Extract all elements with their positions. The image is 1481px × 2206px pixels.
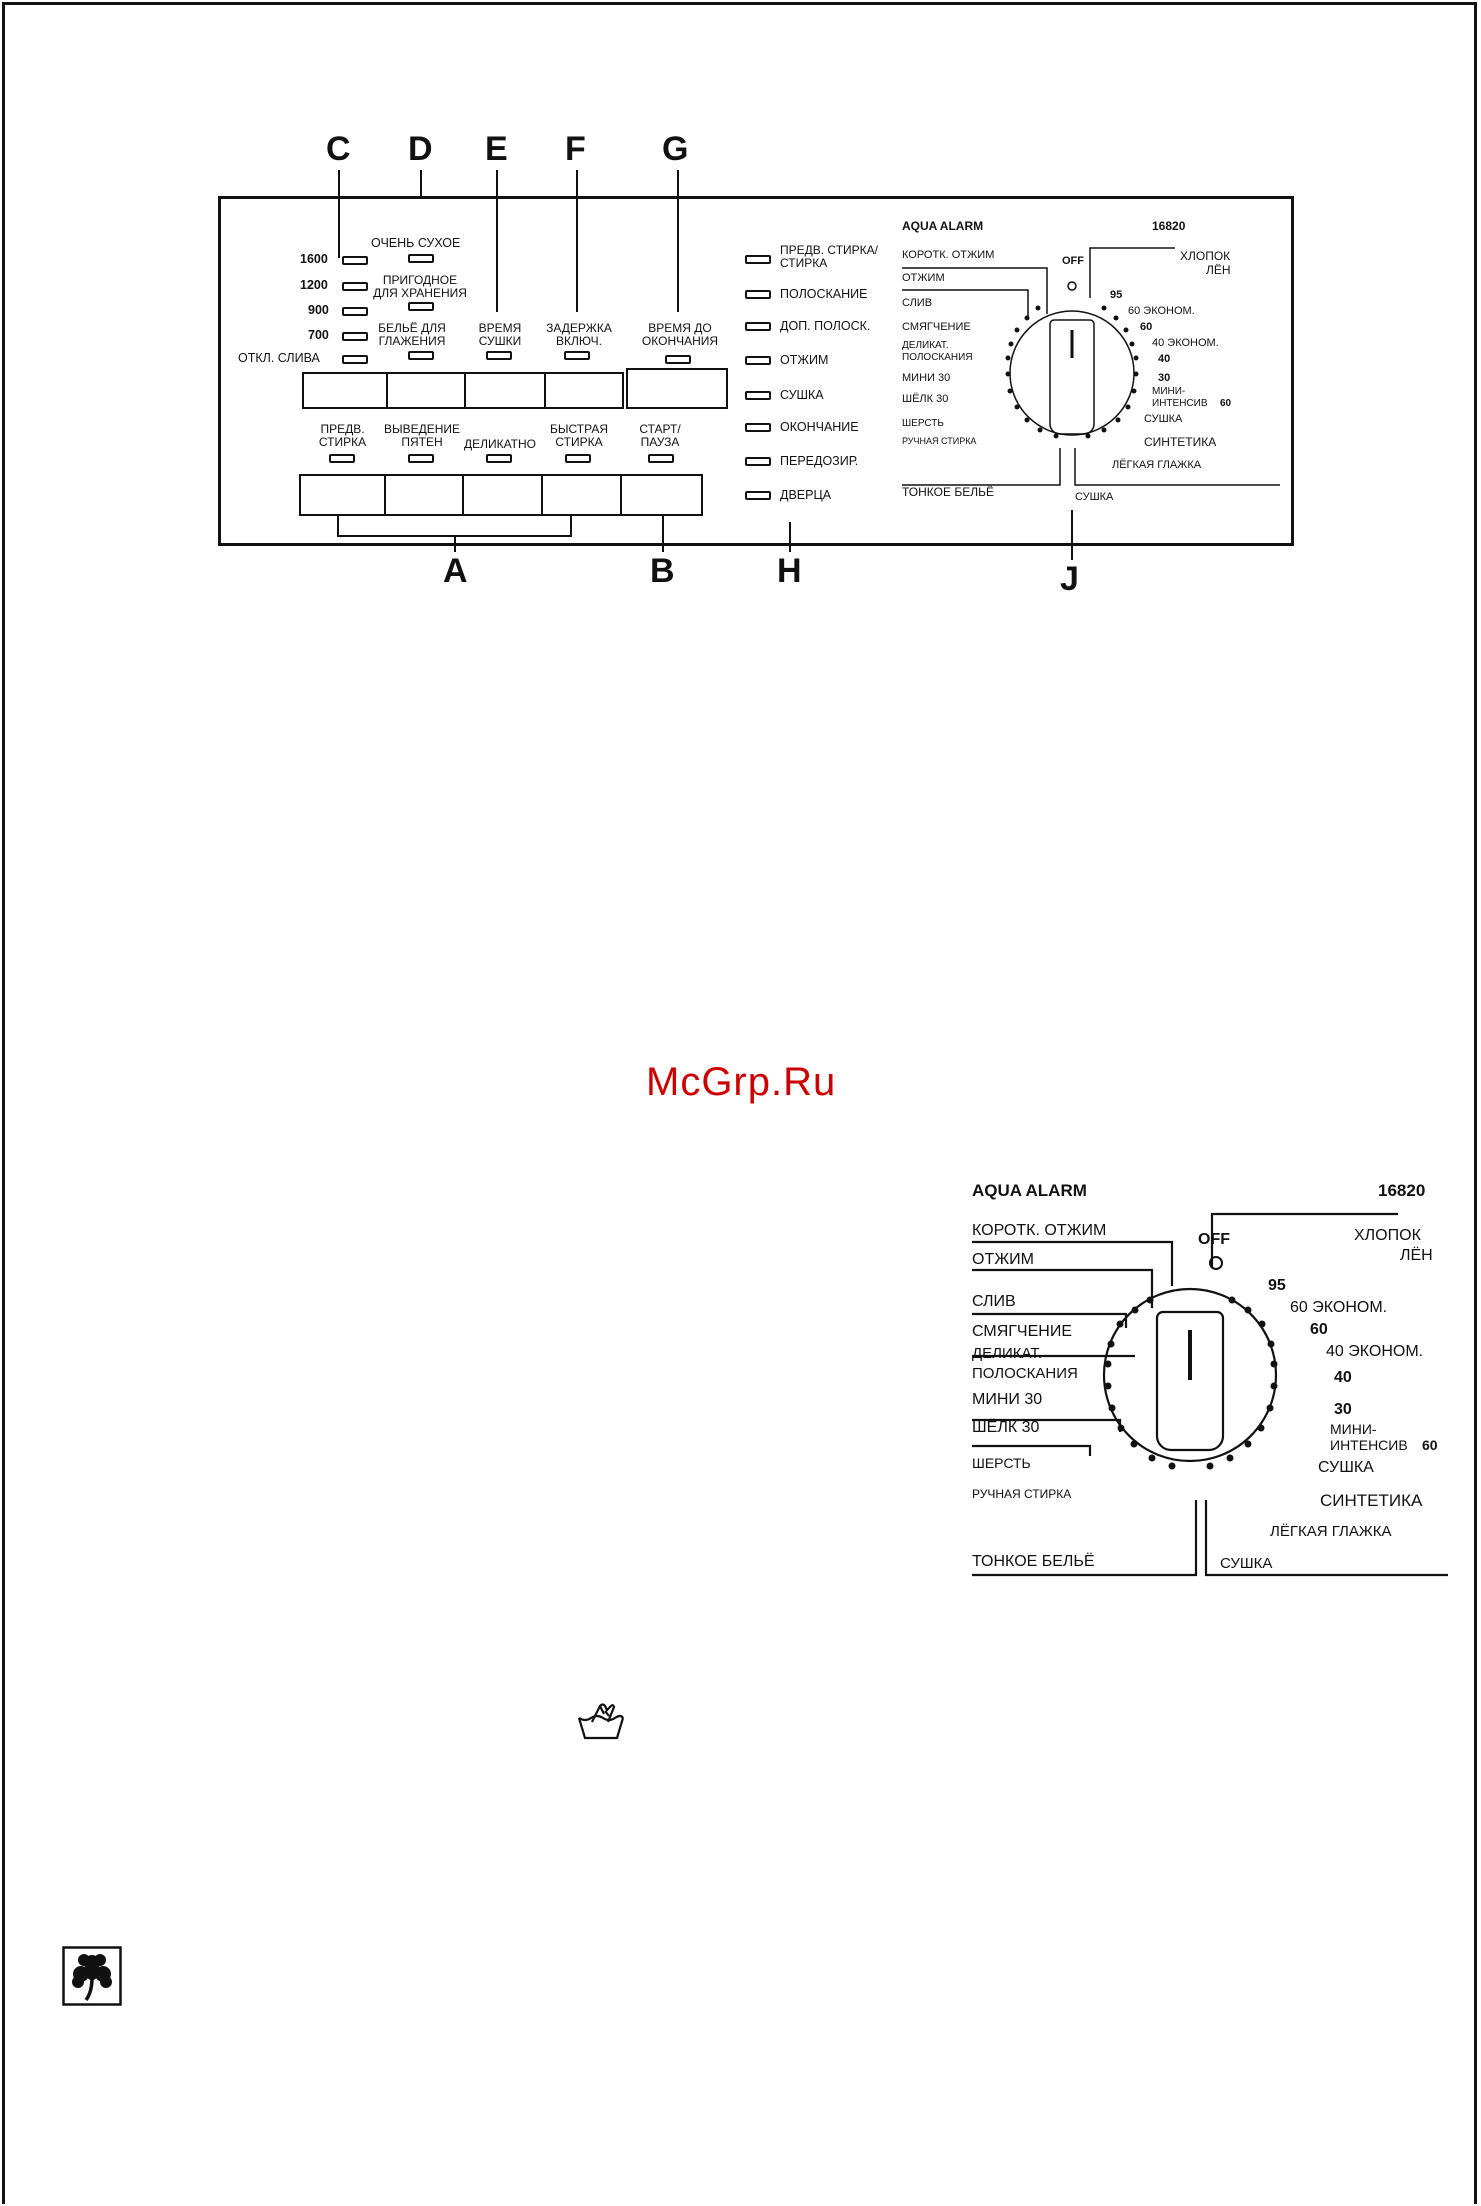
bottom-button-row: [299, 474, 703, 516]
dry-time-line2: СУШКИ: [478, 334, 522, 348]
spin-700-label: 700: [308, 328, 329, 342]
callout-f: F: [565, 130, 586, 168]
start-pause-button[interactable]: [620, 476, 701, 514]
callout-b: B: [650, 552, 675, 590]
dial-60: 60: [1310, 1321, 1328, 1338]
top-button-row: [302, 372, 624, 409]
dial-30: 30: [1334, 1401, 1352, 1418]
phase-spin-label: ОТЖИМ: [780, 353, 829, 367]
panel-dial-dry-bottom: СУШКА: [1075, 491, 1114, 503]
quick-wash-button[interactable]: [541, 476, 622, 514]
panel-dial-easy-iron: ЛЁГКАЯ ГЛАЖКА: [1112, 459, 1202, 471]
dial-cotton-1: ХЛОПОК: [1354, 1227, 1421, 1244]
dial-40: 40: [1334, 1369, 1352, 1386]
callout-h: H: [777, 552, 802, 590]
panel-dial-wool: ШЕРСТЬ: [902, 418, 944, 429]
time-to-end-line2: ОКОНЧАНИЯ: [641, 334, 719, 348]
dial-95: 95: [1268, 1277, 1286, 1294]
start-pause-label: [620, 423, 700, 449]
stain-button[interactable]: [384, 476, 464, 514]
dial-miniint-2: ИНТЕНСИВ: [1330, 1437, 1408, 1453]
spin-900-label: 900: [308, 303, 329, 317]
stain-line1: ВЫВЕДЕНИЕ: [383, 422, 461, 436]
panel-dial-mini: МИНИ 30: [902, 372, 951, 384]
phase-wash-line1: ПРЕДВ. СТИРКА/: [780, 243, 878, 257]
dial-delicate-rinse-2: ПОЛОСКАНИЯ: [972, 1365, 1078, 1382]
delicate-led: [486, 454, 512, 463]
dry-time-label: [462, 322, 538, 348]
panel-dial-miniint-t: 60: [1220, 398, 1232, 409]
dry-level-button[interactable]: [304, 374, 388, 407]
delay-line2: ВКЛЮЧ.: [556, 334, 602, 348]
panel-dial-silk: ШЁЛК 30: [902, 393, 949, 405]
panel-dial-delicate-rinse-2: ПОЛОСКАНИЯ: [902, 352, 973, 363]
dial-dry-bottom: СУШКА: [1220, 1555, 1273, 1572]
quick-wash-label: [540, 423, 618, 449]
panel-dial-model: 16820: [1152, 219, 1186, 233]
watermark: McGrp.Ru: [646, 1060, 837, 1104]
dial-drain: СЛИВ: [972, 1293, 1016, 1310]
panel-dial-cotton-2: ЛЁН: [1206, 263, 1231, 277]
time-display: [626, 368, 728, 409]
dial-silk: ШЁЛК 30: [972, 1419, 1040, 1436]
callout-a: A: [443, 552, 468, 590]
panel-dial-30: 30: [1158, 372, 1171, 384]
large-program-dial[interactable]: [960, 1160, 1460, 1590]
dial-off: OFF: [1198, 1231, 1230, 1248]
panel-dial-fine: ТОНКОЕ БЕЛЬЁ: [902, 485, 994, 499]
phase-rinse-led: [745, 290, 771, 299]
start-pause-line1: СТАРТ/: [639, 422, 681, 436]
phase-spin-led: [745, 356, 771, 365]
dial-eco60: 60 ЭКОНОМ.: [1290, 1299, 1388, 1316]
dial-eco40: 40 ЭКОНОМ.: [1326, 1343, 1424, 1360]
very-dry-led: [408, 254, 434, 263]
prewash-line1: ПРЕДВ.: [320, 422, 365, 436]
panel-dial-60: 60: [1140, 321, 1153, 333]
storage-dry-led: [408, 302, 434, 311]
callout-j: J: [1060, 560, 1079, 598]
phase-dry-led: [745, 391, 771, 400]
start-pause-led: [648, 454, 674, 463]
phase-overdose-led: [745, 457, 771, 466]
dry-time-led: [486, 351, 512, 360]
phase-door-led: [745, 491, 771, 500]
drain-off-led: [342, 355, 368, 364]
storage-dry-label: [360, 274, 480, 300]
phase-end-led: [745, 423, 771, 432]
iron-dry-label: [362, 322, 462, 348]
prewash-label: [305, 423, 380, 449]
stain-line2: ПЯТЕН: [401, 435, 443, 449]
phase-wash-label: [780, 244, 878, 270]
dial-softener: СМЯГЧЕНИЕ: [972, 1323, 1072, 1340]
prewash-button[interactable]: [301, 476, 386, 514]
phase-wash-line2: СТИРКА: [780, 256, 828, 270]
delay-label: [536, 322, 622, 348]
time-to-end-led: [665, 355, 691, 364]
storage-dry-line2: ДЛЯ ХРАНЕНИЯ: [373, 286, 467, 300]
panel-dial-spin: ОТЖИМ: [902, 272, 945, 284]
phase-door-label: ДВЕРЦА: [780, 488, 832, 502]
drain-off-label: ОТКЛ. СЛИВА: [238, 351, 320, 365]
delicate-button[interactable]: [462, 476, 543, 514]
dial-cotton-2: ЛЁН: [1400, 1247, 1433, 1264]
quick-wash-line2: СТИРКА: [555, 435, 603, 449]
delay-start-button[interactable]: [544, 374, 622, 407]
phase-dry-label: СУШКА: [780, 388, 824, 402]
delicate-label: ДЕЛИКАТНО: [463, 437, 537, 451]
callout-d: D: [408, 130, 433, 168]
iron-dry-led: [408, 351, 434, 360]
handwash-basin-icon: [576, 1702, 626, 1742]
dial-drying: СУШКА: [1318, 1459, 1374, 1476]
prewash-led: [329, 454, 355, 463]
dial-miniint-t: 60: [1422, 1437, 1438, 1453]
spin-1600-label: 1600: [300, 252, 328, 266]
stain-led: [408, 454, 434, 463]
dial-synthetics: СИНТЕТИКА: [1320, 1491, 1423, 1510]
dial-mini: МИНИ 30: [972, 1391, 1043, 1408]
panel-dial-eco60: 60 ЭКОНОМ.: [1128, 305, 1195, 317]
spin-select-button[interactable]: [386, 374, 466, 407]
quick-wash-line1: БЫСТРАЯ: [550, 422, 608, 436]
callout-c: C: [326, 130, 351, 168]
very-dry-label: ОЧЕНЬ СУХОЕ: [371, 236, 461, 250]
dial-handwash: РУЧНАЯ СТИРКА: [972, 1487, 1072, 1501]
panel-dial-miniint-1: МИНИ-: [1152, 386, 1186, 397]
panel-dial-brand: AQUA ALARM: [902, 219, 984, 233]
panel-program-dial[interactable]: [890, 208, 1290, 538]
prewash-line2: СТИРКА: [318, 435, 367, 449]
panel-dial-40: 40: [1158, 353, 1171, 365]
storage-dry-line1: ПРИГОДНОЕ: [382, 273, 458, 287]
dry-time-button[interactable]: [464, 374, 546, 407]
panel-dial-miniint-2: ИНТЕНСИВ: [1152, 398, 1208, 409]
dial-wool: ШЕРСТЬ: [972, 1455, 1031, 1471]
dial-miniint-1: МИНИ-: [1330, 1421, 1377, 1437]
iron-dry-line2: ГЛАЖЕНИЯ: [378, 334, 446, 348]
delay-line1: ЗАДЕРЖКА: [546, 321, 612, 335]
panel-dial-drain: СЛИВ: [902, 297, 933, 309]
panel-dial-off: OFF: [1062, 255, 1084, 267]
spin-900-led: [342, 307, 368, 316]
phase-wash-led: [745, 255, 771, 264]
quick-wash-led: [565, 454, 591, 463]
panel-dial-eco40: 40 ЭКОНОМ.: [1152, 337, 1219, 349]
dial-short-spin: КОРОТК. ОТЖИМ: [972, 1222, 1107, 1239]
panel-dial-short-spin: КОРОТК. ОТЖИМ: [902, 249, 995, 261]
time-to-end-label: [625, 322, 735, 348]
delay-led: [564, 351, 590, 360]
panel-dial-drying: СУШКА: [1144, 413, 1183, 425]
phase-extra-rinse-label: ДОП. ПОЛОСК.: [780, 319, 871, 333]
dry-time-line1: ВРЕМЯ: [478, 321, 522, 335]
clover-icon: [62, 1946, 122, 2006]
start-pause-line2: ПАУЗА: [640, 435, 680, 449]
spin-1200-label: 1200: [300, 278, 328, 292]
spin-1600-led: [342, 256, 368, 265]
time-to-end-line1: ВРЕМЯ ДО: [648, 321, 712, 335]
phase-end-label: ОКОНЧАНИЕ: [780, 420, 859, 434]
dial-easy-iron: ЛЁГКАЯ ГЛАЖКА: [1270, 1523, 1392, 1540]
callout-e: E: [485, 130, 508, 168]
phase-rinse-label: ПОЛОСКАНИЕ: [780, 287, 868, 301]
dial-delicate-rinse-1: ДЕЛИКАТ.: [972, 1345, 1043, 1362]
callout-g: G: [662, 130, 689, 168]
panel-dial-95: 95: [1110, 289, 1123, 301]
panel-dial-synthetics: СИНТЕТИКА: [1144, 435, 1217, 449]
dial-brand: AQUA ALARM: [972, 1181, 1087, 1200]
dial-fine: ТОНКОЕ БЕЛЬЁ: [972, 1553, 1095, 1570]
iron-dry-line1: БЕЛЬЁ ДЛЯ: [378, 321, 446, 335]
phase-overdose-label: ПЕРЕДОЗИР.: [780, 454, 859, 468]
dial-model: 16820: [1378, 1181, 1426, 1200]
panel-dial-cotton-1: ХЛОПОК: [1180, 249, 1231, 263]
dial-spin: ОТЖИМ: [972, 1251, 1034, 1268]
phase-extra-rinse-led: [745, 322, 771, 331]
panel-dial-delicate-rinse-1: ДЕЛИКАТ.: [902, 340, 949, 351]
panel-dial-handwash: РУЧНАЯ СТИРКА: [902, 436, 977, 446]
panel-dial-softener: СМЯГЧЕНИЕ: [902, 321, 971, 333]
